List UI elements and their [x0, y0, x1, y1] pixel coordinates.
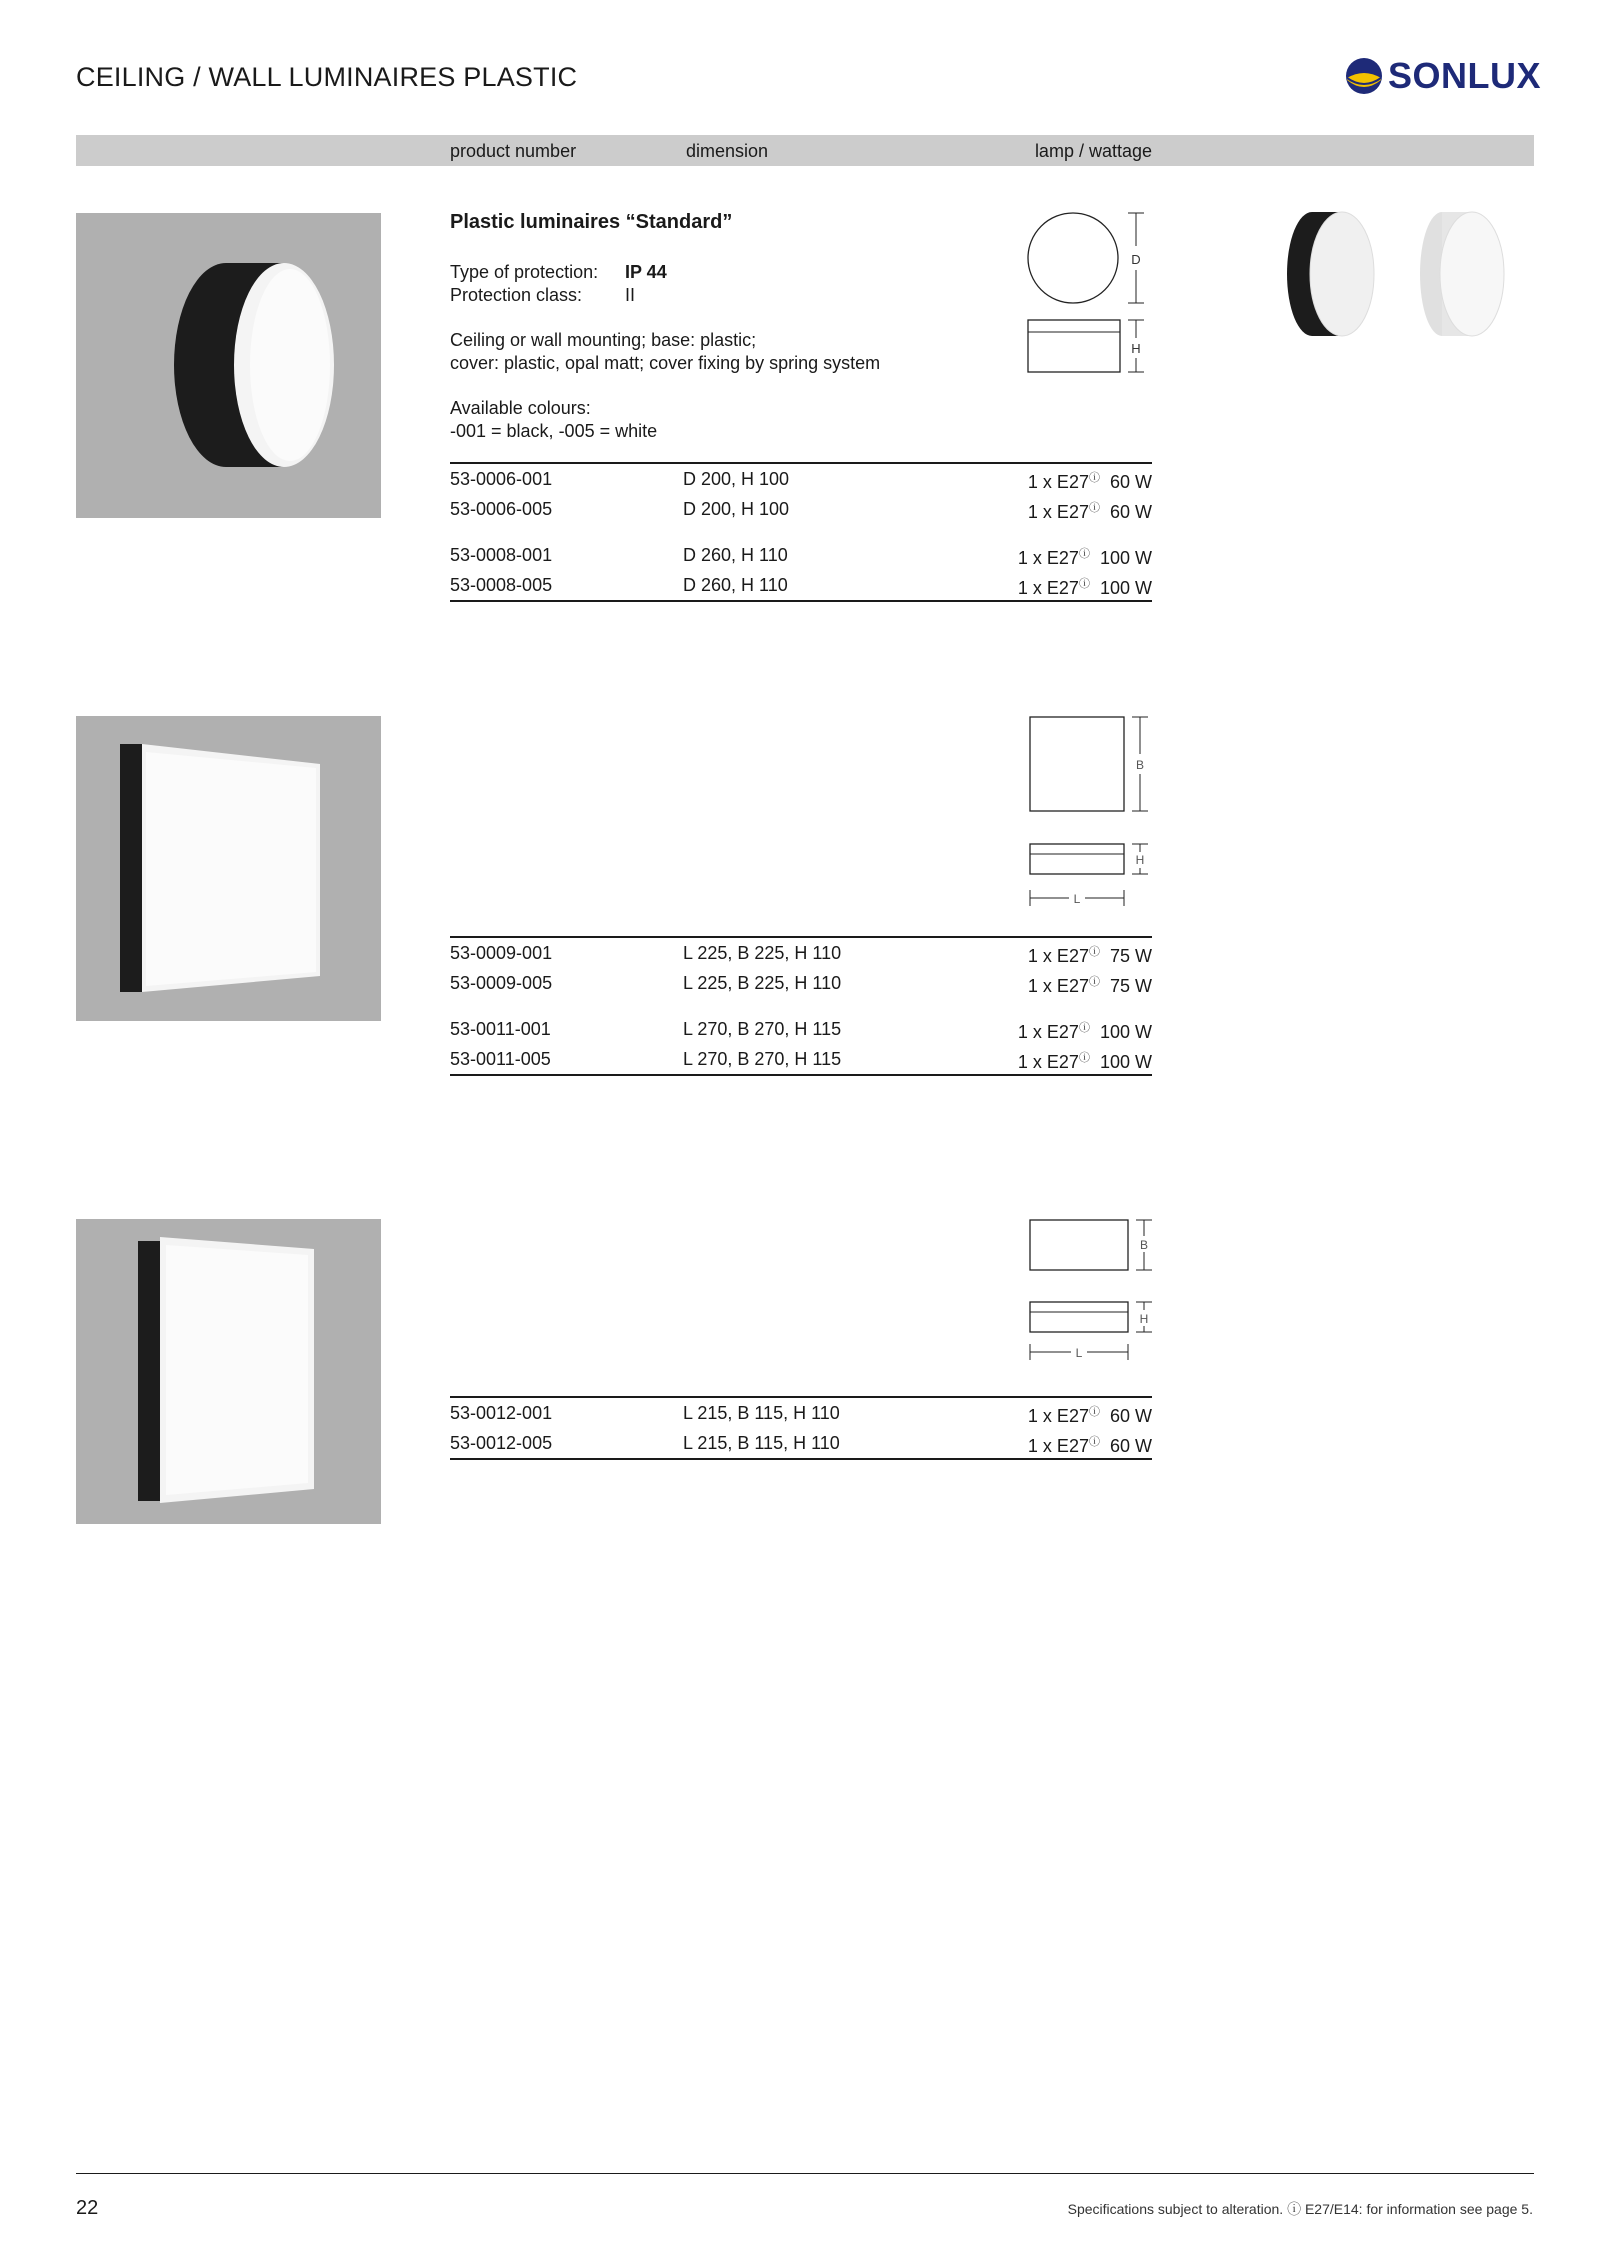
table-row [450, 1044, 1152, 1074]
lamp-cell [1028, 943, 1152, 967]
lamp-type: 1 x E27 [1027, 1406, 1089, 1426]
product-table-square [450, 936, 1152, 1076]
wattage: 100 W [1099, 578, 1152, 598]
table-row [450, 968, 1152, 998]
product-number-cell: 53-0012-001 [450, 1403, 553, 1423]
lamp-type: 1 x E27 [1017, 548, 1079, 568]
l-label: L [1073, 892, 1081, 906]
dimension-cell: L 215, B 115, H 110 [683, 1403, 840, 1423]
wattage: 60 W [1109, 1436, 1152, 1456]
footer-rule [76, 2173, 1534, 2174]
wattage: 60 W [1109, 502, 1152, 522]
lamp-type: 1 x E27 [1027, 502, 1089, 522]
table-bottom-rule [450, 1074, 1152, 1076]
table-row [450, 1428, 1152, 1458]
product-number-cell: 53-0008-001 [450, 545, 553, 565]
table-row [450, 494, 1152, 524]
wattage: 100 W [1099, 1052, 1152, 1072]
wattage: 75 W [1109, 976, 1152, 996]
description-line-2: cover: plastic, opal matt; cover fixing by spring system [450, 353, 881, 373]
h-label: H [1131, 341, 1141, 356]
page-number: 22 [76, 2197, 99, 2219]
wattage: 100 W [1099, 1022, 1152, 1042]
info-icon: ⓘ [1088, 1406, 1100, 1418]
table-bottom-rule [450, 600, 1152, 602]
product-number-cell: 53-0009-001 [450, 943, 553, 963]
dimension-cell: L 215, B 115, H 110 [683, 1433, 840, 1453]
column-product-number: product number [450, 141, 577, 161]
product-number-cell: 53-0011-005 [450, 1049, 551, 1069]
dimension-cell: D 200, H 100 [683, 469, 790, 489]
wattage: 60 W [1109, 1406, 1152, 1426]
l-label: L [1075, 1346, 1083, 1360]
lamp-cell [1018, 1049, 1152, 1073]
lamp-type: 1 x E27 [1027, 1436, 1089, 1456]
product-number-cell: 53-0009-005 [450, 973, 553, 993]
lamp-cell [1028, 499, 1152, 523]
info-icon: ⓘ [1078, 548, 1090, 560]
info-icon: ⓘ [1078, 578, 1090, 590]
column-lamp-wattage: lamp / wattage [1034, 141, 1152, 161]
table-row [450, 540, 1152, 570]
table-row [450, 464, 1152, 494]
logo-text: SONLUX [1388, 55, 1542, 96]
lamp-cell [1028, 1433, 1152, 1457]
h-label: H [1139, 1312, 1149, 1326]
info-icon: ⓘ [1088, 502, 1100, 514]
lamp-cell [1028, 1403, 1152, 1427]
footer-note: Specifications subject to alteration. ⓘ E27/E14: for information see page 5. [1067, 2201, 1533, 2217]
product-number-cell: 53-0012-005 [450, 1433, 553, 1453]
lamp-cell [1018, 1019, 1152, 1043]
dimension-cell: L 225, B 225, H 110 [683, 973, 842, 993]
description-line-1: Ceiling or wall mounting; base: plastic; [450, 330, 757, 350]
lamp-type: 1 x E27 [1027, 976, 1089, 996]
lamp-cell [1018, 545, 1152, 569]
table-row [450, 1014, 1152, 1044]
protection-class-label: Protection class: [450, 285, 583, 305]
lamp-type: 1 x E27 [1027, 946, 1089, 966]
product-number-cell: 53-0006-005 [450, 499, 553, 519]
lamp-type: 1 x E27 [1027, 472, 1089, 492]
colours-list: -001 = black, -005 = white [450, 421, 658, 441]
product-number-cell: 53-0011-001 [450, 1019, 551, 1039]
sonlux-logo [1344, 56, 1541, 96]
wattage: 75 W [1109, 946, 1152, 966]
lamp-cell [1028, 973, 1152, 997]
lamp-cell [1018, 575, 1152, 599]
column-dimension: dimension [686, 141, 769, 161]
dimension-cell: D 200, H 100 [683, 499, 790, 519]
b-label: B [1139, 1238, 1149, 1252]
product-number-cell: 53-0008-005 [450, 575, 553, 595]
lamp-cell [1028, 469, 1152, 493]
product-photo-rectangular [76, 1219, 381, 1524]
dimension-cell: L 270, B 270, H 115 [683, 1049, 842, 1069]
lamp-type: 1 x E27 [1017, 578, 1079, 598]
info-icon: ⓘ [1088, 946, 1100, 958]
product-table-round [450, 462, 1152, 602]
info-icon: ⓘ [1088, 472, 1100, 484]
dimension-cell: L 225, B 225, H 110 [683, 943, 842, 963]
table-row [450, 938, 1152, 968]
dimension-drawing-rectangular [1020, 1216, 1160, 1366]
info-icon: ⓘ [1078, 1022, 1090, 1034]
b-label: B [1135, 758, 1145, 772]
h-label: H [1135, 853, 1145, 867]
colours-heading: Available colours: [450, 398, 591, 418]
table-bottom-rule [450, 1458, 1152, 1460]
protection-type-value: IP 44 [625, 262, 667, 282]
dimension-drawing-square [1020, 712, 1160, 912]
section-title: Plastic luminaires “Standard” [450, 211, 733, 233]
product-photo-variants [1262, 206, 1534, 342]
product-photo-round [76, 213, 381, 518]
product-photo-square [76, 716, 381, 1021]
product-table-rectangular [450, 1396, 1152, 1460]
info-icon: ⓘ [1088, 1436, 1100, 1448]
product-number-cell: 53-0006-001 [450, 469, 553, 489]
wattage: 60 W [1109, 472, 1152, 492]
dimension-cell: L 270, B 270, H 115 [683, 1019, 842, 1039]
table-row [450, 1398, 1152, 1428]
table-row [450, 570, 1152, 600]
wattage: 100 W [1099, 548, 1152, 568]
column-header-bar [76, 135, 1534, 166]
lamp-type: 1 x E27 [1017, 1052, 1079, 1072]
info-icon: ⓘ [1078, 1052, 1090, 1064]
dimension-drawing-round [1020, 208, 1160, 378]
lamp-type: 1 x E27 [1017, 1022, 1079, 1042]
protection-class-value: II [625, 285, 636, 305]
dimension-cell: D 260, H 110 [683, 575, 788, 595]
dimension-cell: D 260, H 110 [683, 545, 788, 565]
info-icon: ⓘ [1088, 976, 1100, 988]
protection-type-label: Type of protection: [450, 262, 599, 282]
page-title: CEILING / WALL LUMINAIRES PLASTIC [76, 62, 578, 92]
d-label: D [1131, 252, 1141, 267]
sonlux-logo-icon [1344, 56, 1384, 96]
